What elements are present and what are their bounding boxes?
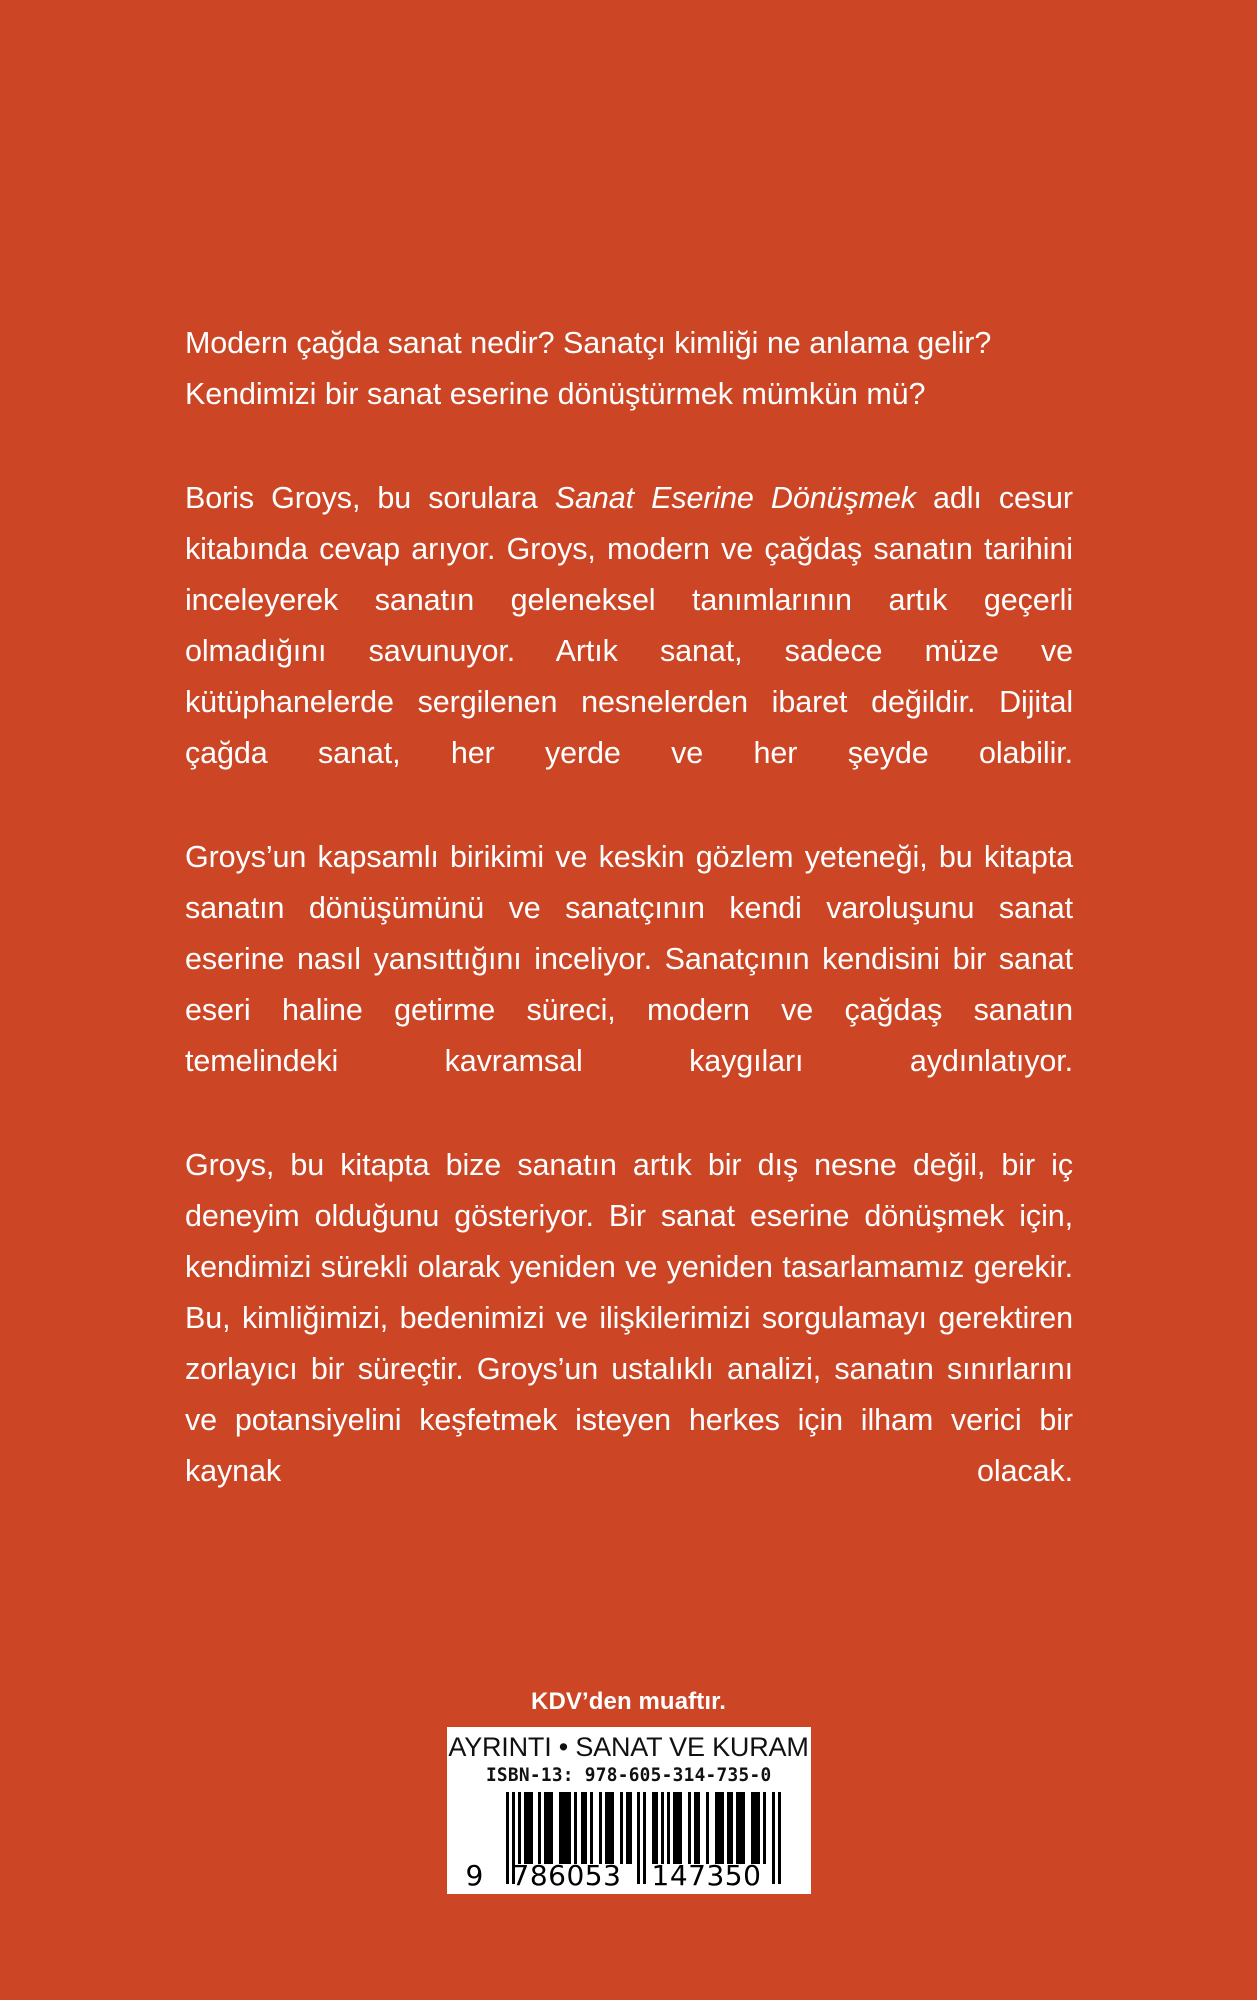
ean13-right-group-digits: 147350	[651, 1859, 762, 1893]
blurb-paragraph-2	[185, 473, 1073, 830]
ean13-lead-digit: 9	[465, 1859, 484, 1893]
blurb-text-block	[185, 318, 1073, 1550]
blurb-paragraph-1: Modern çağda sanat nedir? Sanatçı kimliği ne anlama gelir? Kendimizi bir sanat eserine dönüştürmek mümkün mü?	[185, 326, 992, 411]
ean13-barcode	[465, 1792, 792, 1893]
blurb-paragraph-4: Groys, bu kitapta bize sanatın artık bir dış nesne değil, bir iç deneyim olduğunu gösteriyor. Bir sanat eserine dönüşmek için, kendimizi sürekli olarak yeniden ve yeniden tasarlamamız gerekir. Bu, kimliğimizi, bedenimizi ve ilişkilerimizi sorgulamayı gerektiren zorlayıcı bir süreçtir. Groys’un ustalıklı analizi, sanatın sınırlarını ve potansiyelini keşfetmek isteyen herkes için ilham verici bir kaynak olacak.	[185, 1148, 1073, 1488]
publisher-imprint-line: AYRINTI • SANAT VE KURAM	[448, 1732, 809, 1762]
isbn-text: ISBN-13: 978-605-314-735-0	[485, 1765, 772, 1787]
blurb-paragraph-2-lead: Boris Groys, bu sorulara	[185, 481, 555, 515]
book-title-italic: Sanat Eserine Dönüşmek	[554, 481, 916, 515]
blurb-paragraph-3: Groys’un kapsamlı birikimi ve keskin gözlem yeteneği, bu kitapta sanatın dönüşümünü ve sanatçının kendi varoluşunu sanat eserine nasıl yansıttığını inceliyor. Sanatçının kendisini bir sanat eseri haline getirme süreci, modern ve çağdaş sanatın temelindeki kavramsal kaygıları aydınlatıyor.	[185, 840, 1073, 1078]
ean13-left-group-digits: 786053	[511, 1859, 622, 1893]
kdv-exemption-note: KDV’den muaftır.	[531, 1688, 726, 1715]
barcode-block	[447, 1727, 811, 1894]
barcode-area	[0, 1688, 1257, 1894]
blurb-paragraph-2-tail: adlı cesur kitabında cevap arıyor. Groys, modern ve çağdaş sanatın tarihini inceleyerek sanatın geleneksel tanımlarının artık geçerli olmadığını savunuyor. Artık sanat, sadece müze ve kütüphanelerde sergilenen nesnelerden ibaret değildir. Dijital çağda sanat, her yerde ve her şeyde olabilir.	[185, 481, 1073, 770]
